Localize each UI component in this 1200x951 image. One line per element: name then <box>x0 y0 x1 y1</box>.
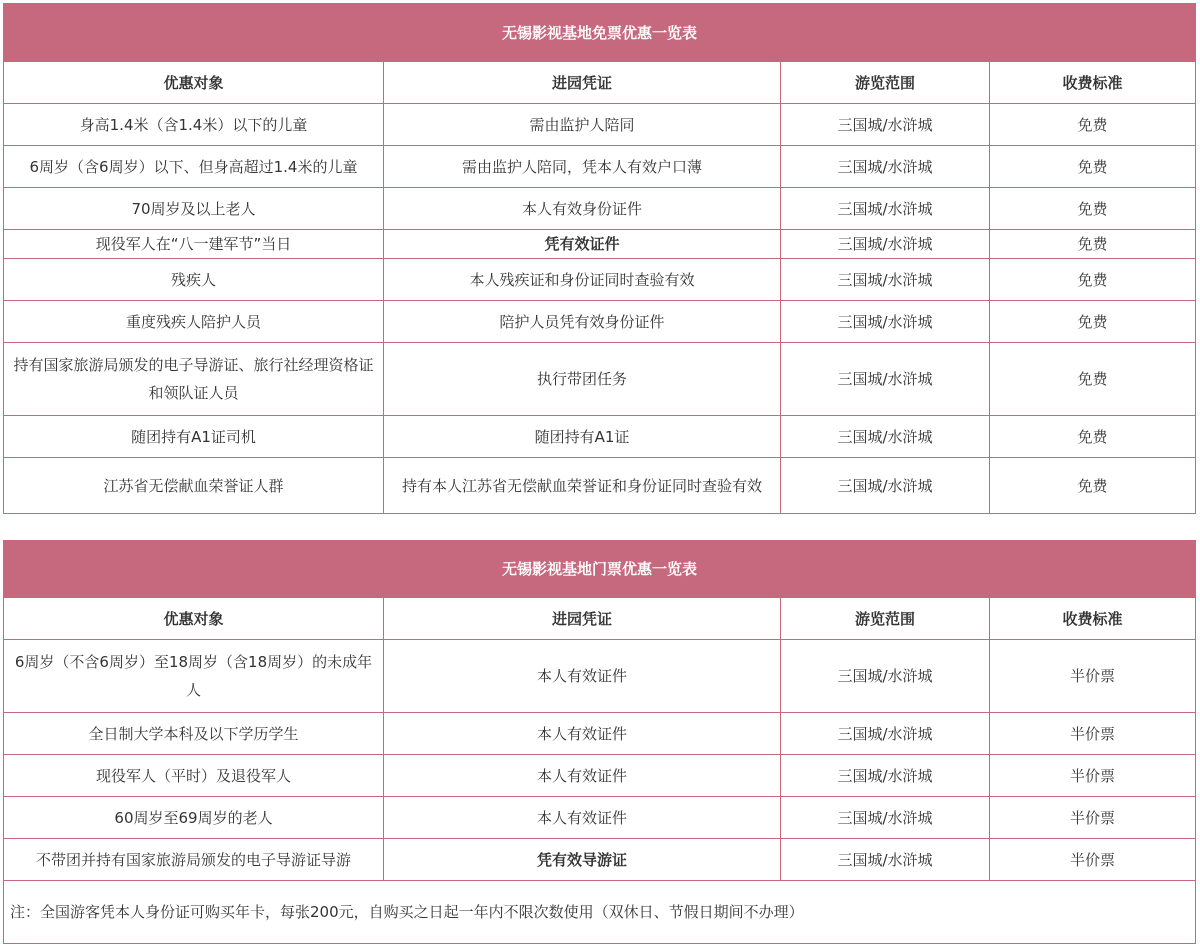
cell-scope: 三国城/水浒城 <box>781 839 990 881</box>
table-row <box>4 259 1196 301</box>
cell-fee: 半价票 <box>990 797 1196 839</box>
cell-proof: 陪护人员凭有效身份证件 <box>384 301 781 343</box>
cell-proof: 随团持有A1证 <box>384 416 781 458</box>
table-row <box>4 146 1196 188</box>
cell-scope: 三国城/水浒城 <box>781 146 990 188</box>
cell-fee: 免费 <box>990 104 1196 146</box>
cell-target: 6周岁（不含6周岁）至18周岁（含18周岁）的未成年人 <box>4 640 384 713</box>
cell-proof: 凭有效证件 <box>384 230 781 259</box>
cell-fee: 免费 <box>990 343 1196 416</box>
cell-scope: 三国城/水浒城 <box>781 301 990 343</box>
table-row <box>4 104 1196 146</box>
cell-proof: 执行带团任务 <box>384 343 781 416</box>
cell-fee: 免费 <box>990 416 1196 458</box>
header-fee: 收费标准 <box>990 598 1196 640</box>
cell-proof: 需由监护人陪同 <box>384 104 781 146</box>
header-scope: 游览范围 <box>781 598 990 640</box>
table-row <box>4 839 1196 881</box>
table-row <box>4 458 1196 514</box>
cell-target: 随团持有A1证司机 <box>4 416 384 458</box>
table-row <box>4 343 1196 416</box>
note-row <box>4 881 1196 944</box>
cell-proof: 本人有效身份证件 <box>384 188 781 230</box>
table-row <box>4 230 1196 259</box>
header-target: 优惠对象 <box>4 598 384 640</box>
free-table-title-row <box>4 4 1196 62</box>
table-row <box>4 301 1196 343</box>
table-row <box>4 755 1196 797</box>
table-row <box>4 713 1196 755</box>
cell-proof: 需由监护人陪同，凭本人有效户口薄 <box>384 146 781 188</box>
cell-target: 江苏省无偿献血荣誉证人群 <box>4 458 384 514</box>
cell-fee: 免费 <box>990 301 1196 343</box>
cell-target: 全日制大学本科及以下学历学生 <box>4 713 384 755</box>
cell-scope: 三国城/水浒城 <box>781 458 990 514</box>
cell-scope: 三国城/水浒城 <box>781 188 990 230</box>
half-table-title-row <box>4 541 1196 598</box>
cell-scope: 三国城/水浒城 <box>781 104 990 146</box>
cell-proof: 持有本人江苏省无偿献血荣誉证和身份证同时查验有效 <box>384 458 781 514</box>
cell-scope: 三国城/水浒城 <box>781 713 990 755</box>
cell-target: 身高1.4米（含1.4米）以下的儿童 <box>4 104 384 146</box>
cell-target: 6周岁（含6周岁）以下、但身高超过1.4米的儿童 <box>4 146 384 188</box>
cell-fee: 免费 <box>990 458 1196 514</box>
cell-fee: 免费 <box>990 259 1196 301</box>
cell-fee: 半价票 <box>990 839 1196 881</box>
cell-target: 60周岁至69周岁的老人 <box>4 797 384 839</box>
free-ticket-table <box>3 3 1196 514</box>
annual-card-note: 注：全国游客凭本人身份证可购买年卡，每张200元，自购买之日起一年内不限次数使用（双休日、节假日期间不办理） <box>4 881 1196 944</box>
half-table-header-row <box>4 598 1196 640</box>
cell-scope: 三国城/水浒城 <box>781 230 990 259</box>
free-table-header-row <box>4 62 1196 104</box>
cell-target: 残疾人 <box>4 259 384 301</box>
cell-target: 70周岁及以上老人 <box>4 188 384 230</box>
header-proof: 进园凭证 <box>384 598 781 640</box>
half-table-title: 无锡影视基地门票优惠一览表 <box>4 541 1196 598</box>
cell-scope: 三国城/水浒城 <box>781 640 990 713</box>
cell-scope: 三国城/水浒城 <box>781 343 990 416</box>
cell-target: 现役军人在“八一建军节”当日 <box>4 230 384 259</box>
cell-target: 现役军人（平时）及退役军人 <box>4 755 384 797</box>
cell-fee: 免费 <box>990 188 1196 230</box>
table-row <box>4 416 1196 458</box>
cell-proof: 本人有效证件 <box>384 713 781 755</box>
cell-fee: 半价票 <box>990 755 1196 797</box>
cell-proof: 本人有效证件 <box>384 797 781 839</box>
cell-fee: 半价票 <box>990 640 1196 713</box>
table-row <box>4 797 1196 839</box>
cell-scope: 三国城/水浒城 <box>781 755 990 797</box>
cell-proof: 本人有效证件 <box>384 640 781 713</box>
table-row <box>4 188 1196 230</box>
table-row <box>4 640 1196 713</box>
cell-scope: 三国城/水浒城 <box>781 416 990 458</box>
cell-scope: 三国城/水浒城 <box>781 259 990 301</box>
cell-proof: 凭有效导游证 <box>384 839 781 881</box>
header-scope: 游览范围 <box>781 62 990 104</box>
header-target: 优惠对象 <box>4 62 384 104</box>
header-fee: 收费标准 <box>990 62 1196 104</box>
cell-target: 持有国家旅游局颁发的电子导游证、旅行社经理资格证和领队证人员 <box>4 343 384 416</box>
cell-fee: 半价票 <box>990 713 1196 755</box>
cell-fee: 免费 <box>990 146 1196 188</box>
header-proof: 进园凭证 <box>384 62 781 104</box>
half-price-ticket-table <box>3 540 1196 944</box>
cell-proof: 本人有效证件 <box>384 755 781 797</box>
cell-scope: 三国城/水浒城 <box>781 797 990 839</box>
cell-fee: 免费 <box>990 230 1196 259</box>
cell-target: 重度残疾人陪护人员 <box>4 301 384 343</box>
free-table-title: 无锡影视基地免票优惠一览表 <box>4 4 1196 62</box>
cell-proof: 本人残疾证和身份证同时查验有效 <box>384 259 781 301</box>
cell-target: 不带团并持有国家旅游局颁发的电子导游证导游 <box>4 839 384 881</box>
